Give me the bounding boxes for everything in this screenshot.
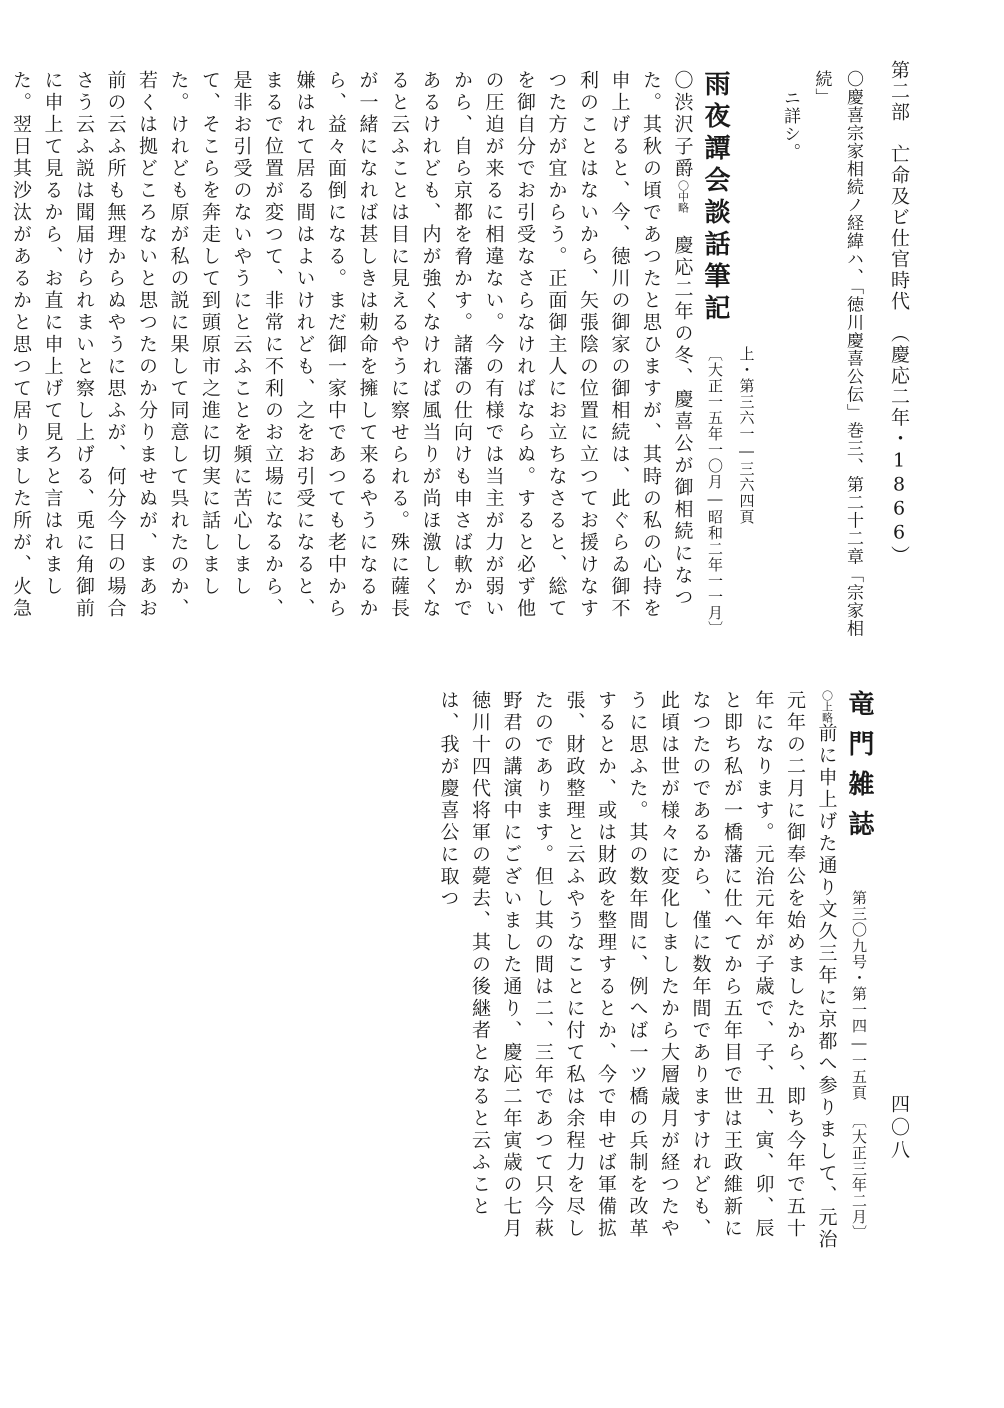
editor-note-line-1: 〇慶喜宗家相続ノ経緯ハ、「徳川慶喜公伝」巻三、第二十二章「宗家相続」: [811, 70, 863, 638]
lower-section: [432, 690, 874, 1260]
lower-citation-date: 〔大正三年二月〕: [850, 1113, 868, 1241]
source-heading: [699, 70, 762, 640]
speaker-name: 〇渋沢子爵: [671, 70, 694, 180]
body-paragraph: 慶応二年の冬、慶喜公が御相続になつた。其秋の頃であつたと思ひますが、其時の私の心持を申上げると、今、徳川の御家の御相続は、此ぐらゐ御不利のことはないから、矢張陰の位置に立つてお援けなすつた方が宜からう。正面御主人にお立ちなさると、総てを御自分でお引受なさらなければならぬ。すると必ず他の圧迫が来るに相違ない。今の有様では当主が力が弱いから、自ら京都を脅かす。諸藩の仕向けも申さば軟かであるけれども、内が強くなければ風当りが尚ほ激しくなると云ふことは目に見えるやうに察せられる。殊に薩長が一緒になれば甚しきは勅命を擁して来るやうになるから、益々面倒になる。まだ御一家中であつても老中から嫌はれて居る間はよいけれども、之をお引受になると、まるで位置が変つて、非常に不利のお立場になるから、是非お引受のないやうにと云ふことを頻に苦心しまして、そこらを奔走して到頭原市之進に切実に話しました。けれども原が私の説に果して同意して呉れたのか、若くは拠どころないと思つたのか分りませぬが、まあお前の云ふ所も無理からぬやうに思ふが、何分今日の場合さう云ふ説は聞届けられまいと察し上げる、兎に角御前に申上て見るから、お直に申上げて見ろと言はれました。翌日其沙汰があるかと思つて居りました所が、火急: [10, 70, 694, 620]
lower-omission-mark: 〇上略: [820, 690, 834, 723]
editor-note-line-2: ニ詳シ。: [780, 89, 800, 161]
lower-title: 竜門雑誌: [844, 690, 874, 850]
lower-heading: [843, 690, 875, 1260]
editor-note: [774, 70, 869, 640]
lower-body-text: [432, 690, 843, 1260]
speaker-omission-mark: 〇中略: [676, 180, 690, 213]
running-head: 第二部 亡命及ビ仕官時代 （慶応二年・1866）: [888, 60, 910, 567]
source-title: 雨夜譚会談話筆記: [700, 70, 730, 326]
source-citation-pages: 上・第三六一―三六四頁: [737, 346, 756, 525]
lower-citation-pages: 第三〇九号・第一四―一五頁: [850, 890, 868, 1101]
page-number: 四〇八: [888, 1094, 910, 1163]
body-text: [0, 70, 699, 640]
source-citation-date: 〔大正一五年一〇月―昭和二年一一月〕: [706, 346, 724, 637]
lower-body-paragraph: 前に申上げた通り文久三年に京都へ参りまして、元治元年の二月に御奉公を始めましたから、即ち今年で五十年になります。元治元年が子歳で、子、丑、寅、卯、辰と即ち私が一橋藩に仕へてから五年目で世は王政維新になつたのであるから、僅に数年間でありますけれども、此頃は世が様々に変化しましたから大層歳月が経つたやうに思ふた。其の数年間に、例へば一ツ橋の兵制を改革するとか、或は財政を整理するとか、今で申せば軍備拡張、財政整理と云ふやうなことに付て私は余程力を尽したのであります。但し其の間は二、三年であつて只今萩野君の講演中にございました通り、慶応二年寅歳の七月徳川十四代将軍の薨去、其の後継者となると云ふことは、我が慶喜公に取つ: [437, 690, 838, 1251]
source-citation: [699, 346, 762, 637]
upper-section: [0, 70, 868, 640]
